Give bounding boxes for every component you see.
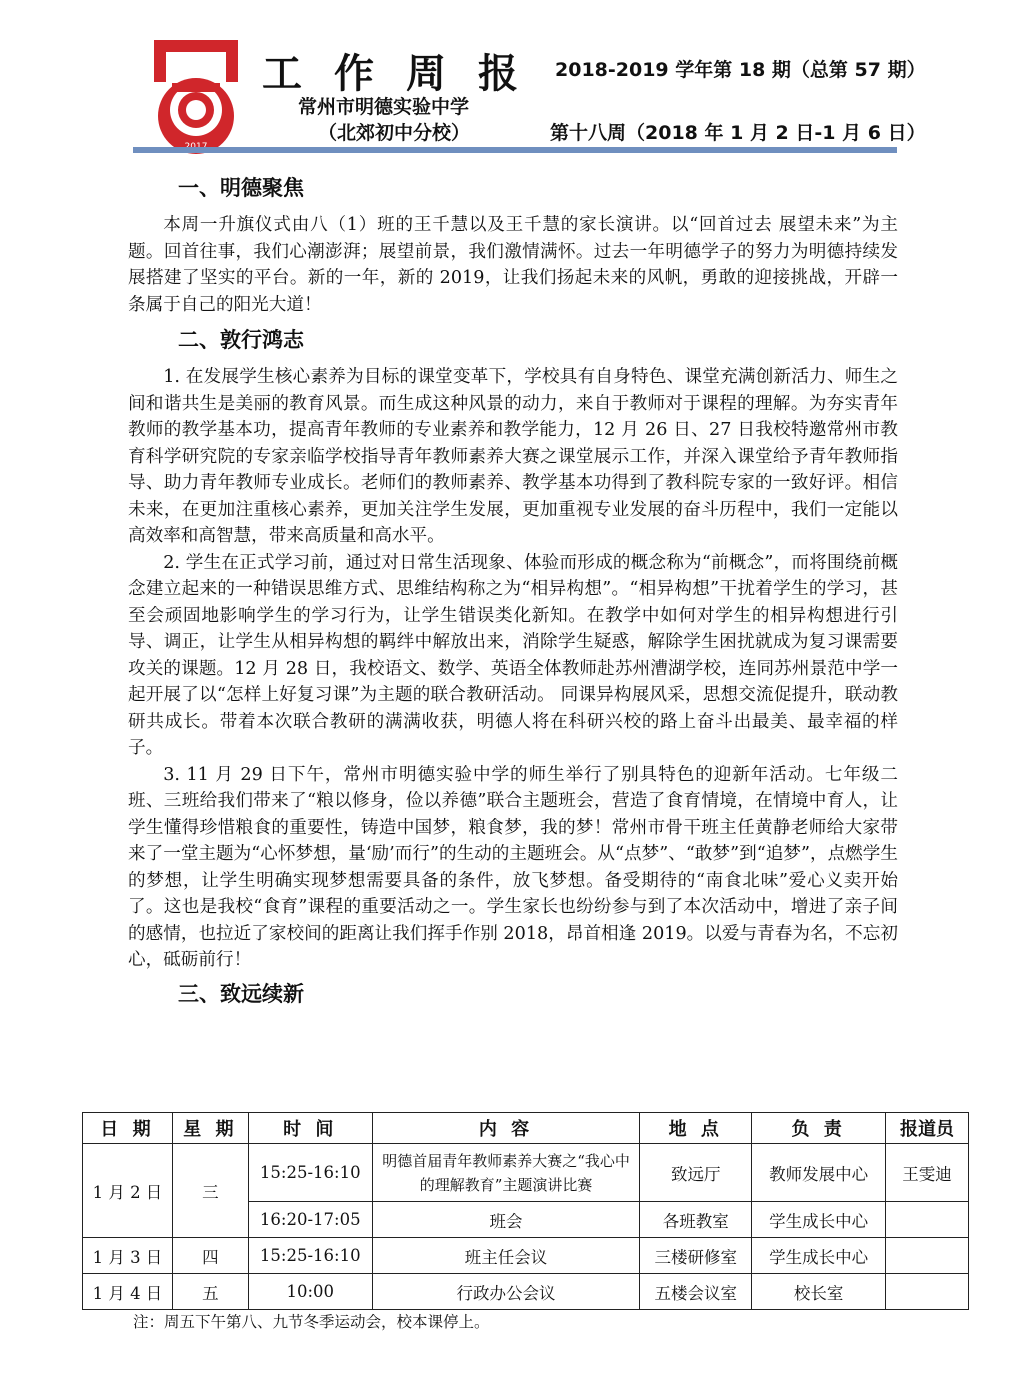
- week-range: 第十八周（2018 年 1 月 2 日-1 月 6 日）: [550, 122, 926, 144]
- cell-place: 各班教室: [640, 1202, 752, 1238]
- header-divider: [133, 147, 897, 153]
- cell-date: 1 月 4 日: [83, 1274, 173, 1310]
- cell-time: 16:20-17:05: [248, 1202, 372, 1238]
- col-header-place: 地 点: [640, 1113, 752, 1144]
- cell-reporter: 王雯迪: [886, 1144, 969, 1202]
- col-header-reporter: 报道员: [886, 1113, 969, 1144]
- cell-date: 1 月 2 日: [83, 1144, 173, 1238]
- paragraph: 本周一升旗仪式由八（1）班的王千慧以及王千慧的家长演讲。以“回首过去 展望未来”为主题。回首往事，我们心潮澎湃；展望前景，我们激情满怀。过去一年明德学子的努力为明德持续发展搭建了坚实的平台。新的一年，新的 2019，让我们扬起未来的风帆，勇敢的迎接挑战，开辟一条属于自己的阳光大道！: [128, 215, 898, 315]
- school-name: 常州市明德实验中学: [298, 96, 470, 118]
- newsletter-title: 工作周报: [262, 51, 550, 97]
- col-header-weekday: 星 期: [172, 1113, 248, 1144]
- cell-time: 15:25-16:10: [248, 1144, 372, 1202]
- cell-weekday: 四: [172, 1238, 248, 1274]
- section-heading: 三、致远续新: [178, 981, 304, 1006]
- table-row: [83, 1238, 969, 1274]
- cell-weekday: 五: [172, 1274, 248, 1310]
- cell-reporter: [886, 1274, 969, 1310]
- cell-time: 15:25-16:10: [248, 1238, 372, 1274]
- table-row: [83, 1144, 969, 1202]
- paragraph: 1. 在发展学生核心素养为目标的课堂变革下，学校具有自身特色、课堂充满创新活力、师生之间和谐共生是美丽的教育风景。而生成这种风景的动力，来自于教师对于课程的理解。为夯实青年教师的教学基本功，提高青年教师的专业素养和教学能力，12 月 26 日、27 日我校特邀常州市教育科学研究院的专家亲临学校指导青年教师素养大赛之课堂展示工作，并深入课堂给予青年教师指导、助力青年教师专业成长。老师们的教师素养、教学基本功得到了教科院专家的一致好评。相信未来，在更加注重核心素养，更加关注学生发展，更加重视专业发展的奋斗历程中，我们一定能以高效率和高智慧，带来高质量和高水平。: [128, 367, 898, 546]
- cell-owner: 校长室: [752, 1274, 886, 1310]
- col-header-owner: 负 责: [752, 1113, 886, 1144]
- col-header-date: 日 期: [83, 1113, 173, 1144]
- cell-place: 三楼研修室: [640, 1238, 752, 1274]
- cell-content: 班主任会议: [372, 1238, 640, 1274]
- cell-place: 五楼会议室: [640, 1274, 752, 1310]
- section-heading: 二、敦行鸿志: [178, 328, 304, 352]
- cell-time: 10:00: [248, 1274, 372, 1310]
- table-header-row: [83, 1113, 969, 1144]
- cell-date: 1 月 3 日: [83, 1238, 173, 1274]
- cell-owner: 学生成长中心: [752, 1202, 886, 1238]
- school-logo: [150, 38, 242, 158]
- cell-weekday: 三: [172, 1144, 248, 1238]
- table-row: [83, 1274, 969, 1310]
- cell-content: 行政办公会议: [372, 1274, 640, 1310]
- cell-content: 班会: [372, 1202, 640, 1238]
- cell-owner: 教师发展中心: [752, 1144, 886, 1202]
- newsletter-body: [128, 170, 898, 1012]
- issue-number: 2018-2019 学年第 18 期（总第 57 期）: [555, 59, 926, 81]
- section-heading: 一、明德聚焦: [178, 176, 304, 200]
- col-header-content: 内 容: [372, 1113, 640, 1144]
- schedule-table: [82, 1112, 969, 1310]
- cell-reporter: [886, 1238, 969, 1274]
- col-header-time: 时 间: [248, 1113, 372, 1144]
- cell-owner: 学生成长中心: [752, 1238, 886, 1274]
- paragraph: 3. 11 月 29 日下午，常州市明德实验中学的师生举行了别具特色的迎新年活动。七年级二班、三班给我们带来了“粮以修身，俭以养德”联合主题班会，营造了食育情境，在情境中育人，让学生懂得珍惜粮食的重要性，铸造中国梦，粮食梦，我的梦！常州市骨干班主任黄静老师给大家带来了一堂主题为“心怀梦想，量‘励’而行”的生动的主题班会。从“点梦”、“敢梦”到“追梦”，点燃学生的梦想，让学生明确实现梦想需要具备的条件，放飞梦想。备受期待的“南食北味”爱心义卖开始了。这也是我校“食育”课程的重要活动之一。学生家长也纷纷参与到了本次活动中，增进了亲子间的感情，也拉近了家校间的距离让我们挥手作别 2018，昂首相逢 2019。以爱与青春为名，不忘初心，砥砺前行！: [128, 764, 898, 970]
- footnote: 注：周五下午第八、九节冬季运动会，校本课停上。: [133, 1313, 490, 1331]
- cell-place: 致远厅: [640, 1144, 752, 1202]
- branch-name: （北郊初中分校）: [318, 122, 471, 144]
- paragraph: 2. 学生在正式学习前，通过对日常生活现象、体验而形成的概念称为“前概念”，而将围绕前概念建立起来的一种错误思维方式、思维结构称之为“相异构想”。“相异构想”干扰着学生的学习，甚至会顽固地影响学生的学习行为，让学生错误类化新知。在教学中如何对学生的相异构想进行引导、调正，让学生从相异构想的羁绊中解放出来，消除学生疑惑，解除学生困扰就成为复习课需要攻关的课题。12 月 28 日，我校语文、数学、英语全体教师赴苏州漕湖学校，连同苏州景范中学一起开展了以“怎样上好复习课”为主题的联合教研活动。 同课异构展风采，思想交流促提升，联动教研共成长。带着本次联合教研的满满收获，明德人将在科研兴校的路上奋斗出最美、最幸福的样子。: [128, 552, 898, 758]
- cell-reporter: [886, 1202, 969, 1238]
- cell-content: 明德首届青年教师素养大赛之“我心中的理解教育”主题演讲比赛: [372, 1144, 640, 1202]
